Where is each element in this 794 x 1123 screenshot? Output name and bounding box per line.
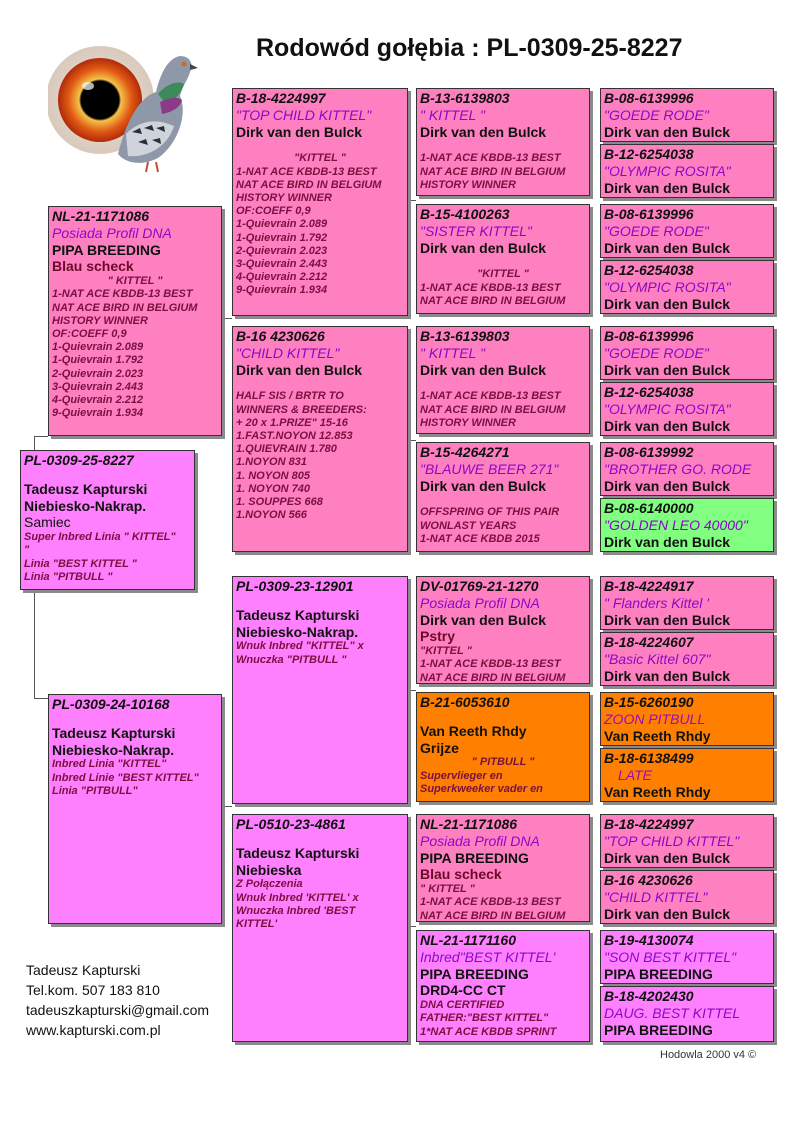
mmf-breeder: PIPA BREEDING [420, 849, 529, 866]
mm-note: KITTEL' [236, 917, 278, 930]
father-note: 1-NAT ACE KBDB-13 BEST [52, 288, 193, 301]
connector-line [408, 200, 416, 201]
mmm-color: DRD4-CC CT [420, 982, 506, 999]
subject-note: Linia "PITBULL " [24, 570, 113, 583]
father-note: 1-Quievrain 2.089 [52, 341, 144, 354]
fmm-note: 1-NAT ACE KBDB 2015 [420, 532, 540, 545]
mother-box [48, 694, 222, 924]
fm-note: 1.NOYON 831 [236, 456, 307, 469]
mmm-name: Inbred"BEST KITTEL' [420, 948, 556, 965]
subject-pigeon-box [20, 450, 195, 590]
fmf-box [416, 326, 590, 434]
g4-breeder: Dirk van den Bulck [604, 611, 731, 628]
g4-name: LATE [618, 766, 652, 783]
ff-note: "KITTEL " [294, 152, 346, 165]
mother-owner: Tadeusz Kapturski [52, 724, 176, 741]
fmf-name: " KITTEL " [420, 344, 485, 361]
mm-owner: Tadeusz Kapturski [236, 844, 360, 861]
mff-ring: DV-01769-21-1270 [420, 578, 539, 594]
ff-note: 3-Quievrain 2.443 [236, 257, 328, 270]
fm-breeder: Dirk van den Bulck [236, 361, 363, 378]
fm-ring: B-16 4230626 [236, 328, 325, 344]
ffm-name: "SISTER KITTEL" [420, 222, 532, 239]
g4-box [600, 692, 774, 746]
fm-note: 1. SOUPPES 668 [236, 495, 323, 508]
g4-box [600, 814, 774, 868]
mf-owner: Tadeusz Kapturski [236, 606, 360, 623]
father-note: " KITTEL " [107, 275, 163, 288]
fm-note: HALF SIS / BRTR TO [236, 390, 344, 403]
ff-note: 1-NAT ACE KBDB-13 BEST [236, 165, 377, 178]
fmm-note: WONLAST YEARS [420, 519, 517, 532]
father-note: 4-Quievrain 2.212 [52, 393, 144, 406]
page-title: Rodowód gołębia : PL-0309-25-8227 [256, 34, 683, 62]
mff-note: NAT ACE BIRD IN BELGIUM [420, 671, 566, 684]
g4-name: "GOLDEN LEO 40000" [604, 516, 748, 533]
g4-breeder: Van Reeth Rhdy [604, 727, 711, 744]
mm-box [232, 814, 408, 1042]
g4-name: DAUG. BEST KITTEL [604, 1004, 741, 1021]
fff-note: 1-NAT ACE KBDB-13 BEST [420, 152, 561, 165]
mf-ring: PL-0309-23-12901 [236, 578, 354, 594]
subject-note: Linia "BEST KITTEL " [24, 557, 137, 570]
g4-breeder: Van Reeth Rhdy [604, 783, 711, 800]
g4-box [600, 986, 774, 1042]
g4-ring: B-18-4202430 [604, 988, 694, 1004]
father-note: 2-Quievrain 2.023 [52, 367, 144, 380]
fmf-note: NAT ACE BIRD IN BELGIUM [420, 403, 566, 416]
g4-box [600, 632, 774, 686]
mmf-note: " KITTEL " [420, 883, 475, 896]
g4-box [600, 260, 774, 314]
g4-ring: B-08-6139996 [604, 206, 694, 222]
mff-note: 1-NAT ACE KBDB-13 BEST [420, 658, 561, 671]
g4-breeder: Dirk van den Bulck [604, 123, 731, 140]
g4-box [600, 204, 774, 258]
ffm-box [416, 204, 590, 314]
fm-note: 1. NOYON 805 [236, 469, 310, 482]
g4-ring: B-08-6139992 [604, 444, 694, 460]
contact-website[interactable]: www.kapturski.com.pl [26, 1022, 161, 1038]
g4-name: "GOEDE RODE" [604, 344, 709, 361]
father-note: 1-Quievrain 1.792 [52, 354, 144, 367]
subject-color: Niebiesko-Nakrap. [24, 497, 147, 514]
mfm-note: " PITBULL " [471, 756, 535, 769]
fm-note: + 20 x 1.PRIZE" 15-16 [236, 416, 348, 429]
g4-name: "OLYMPIC ROSITA" [604, 278, 731, 295]
mmf-name: Posiada Profil DNA [420, 832, 540, 849]
ff-note: 1-Quievrain 2.089 [236, 218, 328, 231]
mfm-color: Grijze [420, 739, 459, 756]
father-note: 3-Quievrain 2.443 [52, 380, 144, 393]
fff-box [416, 88, 590, 196]
mother-note: Inbred Linie "BEST KITTEL" [52, 771, 199, 784]
g4-ring: B-18-4224917 [604, 578, 694, 594]
ff-name: "TOP CHILD KITTEL" [236, 106, 372, 123]
father-breeder: PIPA BREEDING [52, 241, 161, 258]
g4-box [600, 88, 774, 142]
ff-note: NAT ACE BIRD IN BELGIUM [236, 178, 382, 191]
connector-line [222, 806, 232, 807]
footer-version: Hodowla 2000 v4 © [660, 1049, 757, 1061]
mmm-note: 1*NAT ACE KBDB SPRINT [420, 1025, 557, 1038]
ff-note: 1-Quievrain 1.792 [236, 231, 328, 244]
fm-note: 1. NOYON 740 [236, 482, 310, 495]
g4-box [600, 382, 774, 436]
g4-name: "TOP CHILD KITTEL" [604, 832, 740, 849]
g4-breeder: Dirk van den Bulck [604, 179, 731, 196]
connector-line [408, 690, 416, 691]
ffm-breeder: Dirk van den Bulck [420, 239, 547, 256]
ff-note: HISTORY WINNER [236, 191, 332, 204]
g4-breeder: Dirk van den Bulck [604, 533, 731, 550]
mmf-box [416, 814, 590, 922]
mf-note: Wnuczka "PITBULL " [236, 653, 347, 666]
father-ring: NL-21-1171086 [52, 208, 150, 224]
g4-name: "BROTHER GO. RODE [604, 460, 752, 477]
fm-note: 1.FAST.NOYON 12.853 [236, 429, 353, 442]
g4-breeder: Dirk van den Bulck [604, 417, 731, 434]
g4-ring: B-08-6139996 [604, 328, 694, 344]
g4-ring: B-12-6254038 [604, 146, 694, 162]
mf-box [232, 576, 408, 804]
mmf-ring: NL-21-1171086 [420, 816, 518, 832]
fmf-ring: B-13-6139803 [420, 328, 510, 344]
fmm-breeder: Dirk van den Bulck [420, 477, 547, 494]
subject-owner: Tadeusz Kapturski [24, 480, 148, 497]
mfm-ring: B-21-6053610 [420, 694, 510, 710]
ffm-note: NAT ACE BIRD IN BELGIUM [420, 294, 566, 307]
connector-line [34, 698, 48, 699]
g4-box [600, 326, 774, 380]
g4-breeder: Dirk van den Bulck [604, 905, 731, 922]
fmm-note: OFFSPRING OF THIS PAIR [420, 506, 560, 519]
g4-name: " Flanders Kittel ' [604, 594, 709, 611]
fmf-note: HISTORY WINNER [420, 416, 516, 429]
connector-line [408, 926, 416, 927]
contact-phone: Tel.kom. 507 183 810 [26, 982, 160, 998]
connector-line [34, 588, 35, 698]
contact-email[interactable]: tadeuszkapturski@gmail.com [26, 1002, 210, 1018]
mother-note: Linia "PITBULL" [52, 784, 138, 797]
father-note: OF:COEFF 0,9 [52, 327, 127, 340]
g4-ring: B-08-6139996 [604, 90, 694, 106]
mmm-ring: NL-21-1171160 [420, 932, 516, 948]
mfm-box [416, 692, 590, 802]
fm-note: 1.NOYON 566 [236, 509, 307, 522]
fff-breeder: Dirk van den Bulck [420, 123, 547, 140]
mm-note: Wnuczka Inbred 'BEST [236, 904, 356, 917]
connector-line [408, 440, 416, 441]
fff-note: HISTORY WINNER [420, 178, 516, 191]
g4-name: "Basic Kittel 607" [604, 650, 711, 667]
mmf-note: NAT ACE BIRD IN BELGIUM [420, 909, 566, 922]
g4-breeder: Dirk van den Bulck [604, 849, 731, 866]
g4-breeder: Dirk van den Bulck [604, 361, 731, 378]
mm-note: Z Połączenia [236, 878, 303, 891]
father-note: HISTORY WINNER [52, 314, 148, 327]
ffm-note: "KITTEL " [477, 268, 529, 281]
mmm-breeder: PIPA BREEDING [420, 965, 529, 982]
g4-ring: B-19-4130074 [604, 932, 694, 948]
g4-box [600, 498, 774, 552]
g4-box [600, 748, 774, 802]
mff-note: "KITTEL " [420, 645, 472, 658]
mfm-breeder: Van Reeth Rhdy [420, 722, 527, 739]
connector-line [222, 318, 232, 319]
g4-ring: B-16 4230626 [604, 872, 693, 888]
g4-name: "CHILD KITTEL" [604, 888, 708, 905]
father-note: NAT ACE BIRD IN BELGIUM [52, 301, 198, 314]
ff-breeder: Dirk van den Bulck [236, 123, 363, 140]
ff-note: 9-Quievrain 1.934 [236, 284, 328, 297]
connector-line [34, 436, 48, 437]
fff-name: " KITTEL " [420, 106, 485, 123]
g4-breeder: Dirk van den Bulck [604, 667, 731, 684]
fmm-ring: B-15-4264271 [420, 444, 510, 460]
fmf-note: 1-NAT ACE KBDB-13 BEST [420, 390, 561, 403]
subject-sex: Samiec [24, 514, 71, 531]
g4-name: "GOEDE RODE" [604, 106, 709, 123]
ff-box [232, 88, 408, 316]
g4-breeder: Dirk van den Bulck [604, 477, 731, 494]
father-color: Blau scheck [52, 258, 134, 275]
g4-breeder: PIPA BREEDING [604, 1021, 713, 1038]
subject-note: " [24, 544, 30, 557]
contact-name: Tadeusz Kapturski [26, 962, 141, 978]
ff-note: OF:COEFF 0,9 [236, 205, 311, 218]
g4-box [600, 144, 774, 198]
g4-box [600, 576, 774, 630]
mff-box [416, 576, 590, 684]
fm-box [232, 326, 408, 552]
g4-ring: B-18-4224997 [604, 816, 694, 832]
g4-name: ZOON PITBULL [604, 710, 706, 727]
father-note: 9-Quievrain 1.934 [52, 407, 144, 420]
mmf-color: Blau scheck [420, 866, 502, 883]
mm-ring: PL-0510-23-4861 [236, 816, 346, 832]
mf-color: Niebiesko-Nakrap. [236, 623, 359, 640]
ff-note: 2-Quievrain 2.023 [236, 244, 328, 257]
fm-note: 1.QUIEVRAIN 1.780 [236, 443, 337, 456]
ff-note: 4-Quievrain 2.212 [236, 271, 328, 284]
mmm-note: FATHER:"BEST KITTEL" [420, 1012, 549, 1025]
father-name: Posiada Profil DNA [52, 224, 172, 241]
g4-breeder: PIPA BREEDING [604, 965, 713, 982]
ff-ring: B-18-4224997 [236, 90, 326, 106]
g4-name: "GOEDE RODE" [604, 222, 709, 239]
g4-name: "OLYMPIC ROSITA" [604, 400, 731, 417]
mff-color: Pstry [420, 628, 456, 645]
g4-ring: B-15-6260190 [604, 694, 694, 710]
mff-breeder: Dirk van den Bulck [420, 611, 547, 628]
ffm-note: 1-NAT ACE KBDB-13 BEST [420, 281, 561, 294]
g4-name: "OLYMPIC ROSITA" [604, 162, 731, 179]
mff-name: Posiada Profil DNA [420, 594, 540, 611]
g4-ring: B-18-4224607 [604, 634, 694, 650]
pigeon-eye-logo [48, 34, 198, 174]
g4-ring: B-12-6254038 [604, 384, 694, 400]
g4-box [600, 442, 774, 496]
fm-name: "CHILD KITTEL" [236, 344, 340, 361]
mother-note: Inbred Linia "KITTEL" [52, 758, 167, 771]
fm-note: WINNERS & BREEDERS: [236, 403, 367, 416]
mmm-box [416, 930, 590, 1042]
fff-note: NAT ACE BIRD IN BELGIUM [420, 165, 566, 178]
fff-ring: B-13-6139803 [420, 90, 510, 106]
mm-note: Wnuk Inbred 'KITTEL' x [236, 891, 359, 904]
father-box [48, 206, 222, 436]
subject-ring: PL-0309-25-8227 [24, 452, 134, 468]
mmf-note: 1-NAT ACE KBDB-13 BEST [420, 896, 561, 909]
g4-breeder: Dirk van den Bulck [604, 295, 731, 312]
g4-box [600, 930, 774, 984]
g4-ring: B-12-6254038 [604, 262, 694, 278]
g4-ring: B-18-6138499 [604, 750, 694, 766]
mmm-note: DNA CERTIFIED [420, 999, 505, 1012]
mfm-note: Superkweeker vader en [420, 782, 543, 795]
subject-note: Super Inbred Linia " KITTEL" [24, 531, 176, 544]
fmm-name: "BLAUWE BEER 271" [420, 460, 559, 477]
ffm-ring: B-15-4100263 [420, 206, 510, 222]
mfm-note: Supervlieger en [420, 769, 503, 782]
fmf-breeder: Dirk van den Bulck [420, 361, 547, 378]
mother-ring: PL-0309-24-10168 [52, 696, 170, 712]
mf-note: Wnuk Inbred "KITTEL" x [236, 640, 364, 653]
g4-breeder: Dirk van den Bulck [604, 239, 731, 256]
g4-box [600, 870, 774, 924]
mother-color: Niebiesko-Nakrap. [52, 741, 175, 758]
g4-ring: B-08-6140000 [604, 500, 694, 516]
contact-block [26, 960, 209, 1040]
fmm-box [416, 442, 590, 552]
mm-color: Niebieska [236, 861, 302, 878]
g4-name: "SON BEST KITTEL" [604, 948, 737, 965]
connector-line [34, 436, 35, 450]
